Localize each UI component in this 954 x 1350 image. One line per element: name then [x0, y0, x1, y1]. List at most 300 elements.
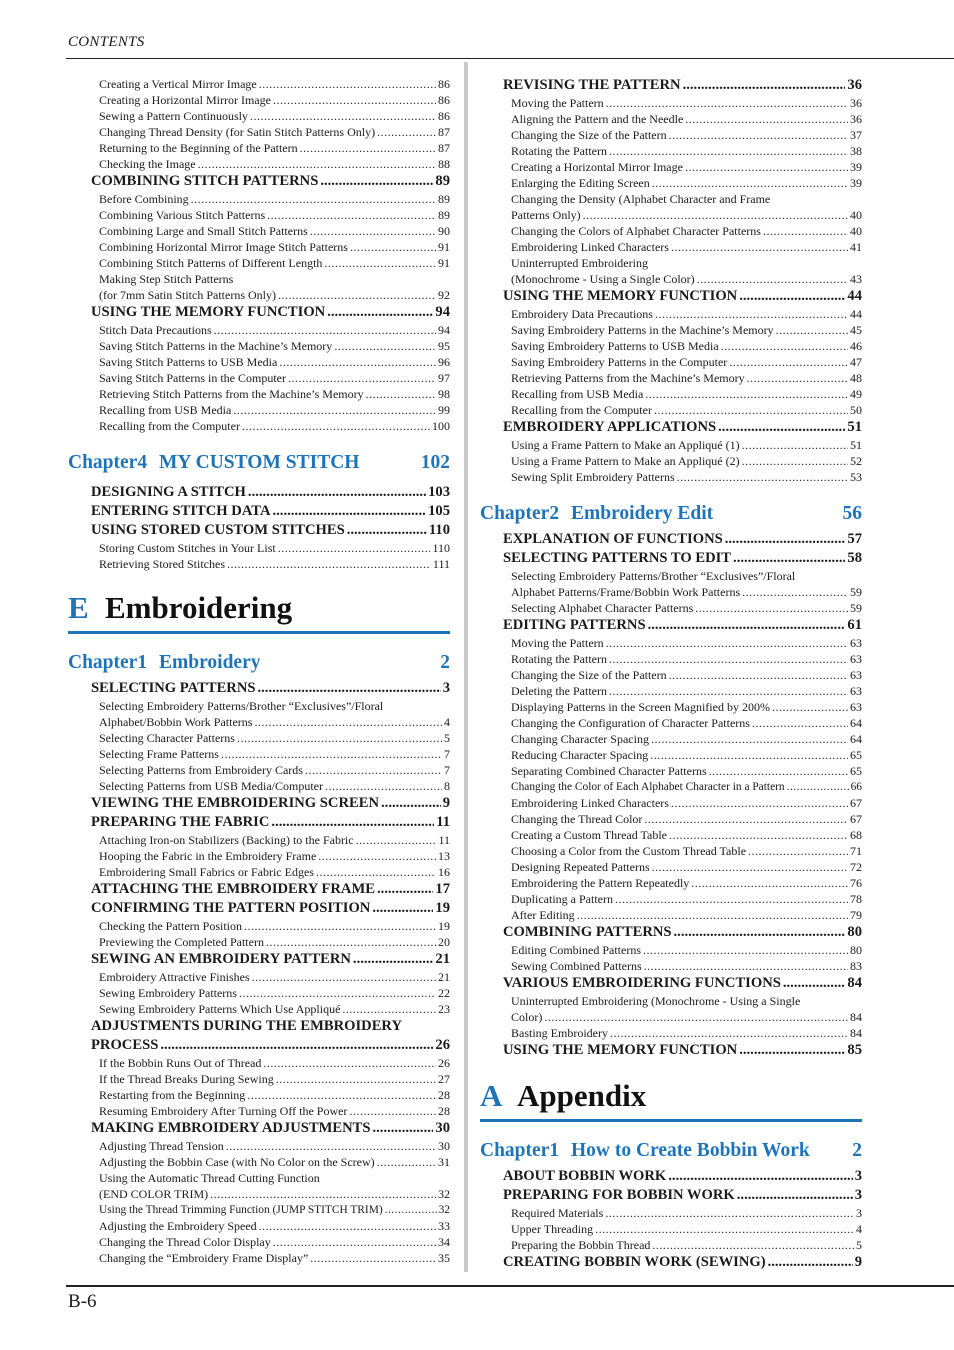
toc-section[interactable] — [68, 1036, 450, 1055]
dot-leader — [668, 1167, 852, 1186]
section-title: EDITING PATTERNS — [503, 617, 646, 633]
entry-title: Adjusting Thread Tension — [99, 1139, 224, 1153]
dot-leader — [718, 418, 845, 437]
dot-leader — [772, 699, 848, 715]
dot-leader — [318, 848, 436, 864]
toc-entry[interactable] — [68, 746, 450, 762]
toc-section[interactable] — [480, 76, 862, 95]
dot-leader — [652, 175, 848, 191]
entry-title: Aligning the Pattern and the Needle — [511, 112, 684, 126]
chapter-title: How to Create Bobbin Work — [571, 1140, 810, 1161]
toc-entry[interactable] — [68, 832, 450, 848]
toc-entry[interactable] — [480, 584, 862, 600]
section-title: CONFIRMING THE PATTERN POSITION — [91, 900, 371, 916]
section-title: ATTACHING THE EMBROIDERY FRAME — [91, 881, 375, 897]
entry-title: Sewing Embroidery Patterns Which Use Appliqué — [99, 1002, 341, 1016]
toc-section[interactable] — [480, 616, 862, 635]
dot-leader — [381, 794, 441, 813]
toc-entry[interactable] — [480, 779, 862, 795]
toc-section[interactable] — [68, 794, 450, 813]
spacer — [68, 475, 450, 483]
dot-leader — [606, 635, 848, 651]
dot-leader — [248, 483, 426, 502]
entry-page: 59 — [850, 601, 862, 615]
entry-page: 84 — [850, 1010, 862, 1024]
entry-page: 63 — [850, 700, 862, 714]
toc-entry-line[interactable]: Making Step Stitch Patterns — [99, 272, 234, 286]
toc-entry[interactable] — [68, 1154, 450, 1170]
chapter-title: MY CUSTOM STITCH — [159, 452, 360, 473]
dot-leader — [244, 918, 436, 934]
entry-title: Alphabet Patterns/Frame/Bobbin Work Patterns — [511, 585, 741, 599]
toc-section[interactable] — [68, 899, 450, 918]
dot-leader — [683, 76, 846, 95]
dot-leader — [742, 453, 848, 469]
section-page: 84 — [847, 975, 862, 991]
toc-entry[interactable] — [480, 306, 862, 322]
toc-entry-line[interactable]: Changing the Density (Alphabet Character and Frame — [511, 192, 771, 206]
entry-page: 91 — [438, 240, 450, 254]
dot-leader — [671, 795, 848, 811]
entry-page: 78 — [850, 892, 862, 906]
toc-entry[interactable] — [480, 239, 862, 255]
dot-leader — [320, 172, 433, 191]
section-title: PREPARING FOR BOBBIN WORK — [503, 1187, 735, 1203]
entry-page: 99 — [438, 403, 450, 417]
toc-section[interactable] — [480, 418, 862, 437]
dot-leader — [214, 322, 436, 338]
chapter-page: 56 — [842, 503, 862, 524]
dot-leader — [685, 111, 848, 127]
dot-leader — [237, 730, 442, 746]
toc-section[interactable] — [480, 974, 862, 993]
entry-title: Changing the Thread Color — [511, 812, 643, 826]
entry-title: Rotating the Pattern — [511, 652, 607, 666]
toc-section[interactable] — [68, 1119, 450, 1138]
toc-entry[interactable] — [68, 76, 450, 92]
spacer — [480, 1122, 862, 1139]
toc-entry[interactable] — [480, 1237, 862, 1253]
toc-entry[interactable] — [68, 762, 450, 778]
dot-leader — [279, 354, 436, 370]
toc-entry[interactable] — [480, 127, 862, 143]
toc-section[interactable] — [68, 880, 450, 899]
entry-title: (END COLOR TRIM) — [99, 1187, 209, 1201]
toc-entry[interactable] — [68, 985, 450, 1001]
part-letter: E — [68, 590, 89, 625]
toc-entry[interactable] — [480, 402, 862, 418]
toc-section[interactable] — [480, 1253, 862, 1272]
entry-page: 4 — [856, 1222, 862, 1236]
toc-entry[interactable] — [480, 437, 862, 453]
toc-entry[interactable] — [68, 714, 450, 730]
toc-section[interactable] — [480, 287, 862, 306]
entry-title: Adjusting the Bobbin Case (with No Color on the Screw) — [99, 1155, 375, 1169]
toc-entry[interactable] — [68, 1103, 450, 1119]
dot-leader — [610, 1025, 848, 1041]
toc-entry[interactable] — [68, 108, 450, 124]
toc-section[interactable] — [68, 172, 450, 191]
toc-entry[interactable] — [480, 859, 862, 875]
entry-page: 71 — [850, 844, 862, 858]
toc-entry[interactable] — [480, 338, 862, 354]
chapter-title: Embroidery Edit — [571, 503, 714, 524]
entry-title: Duplicating a Pattern — [511, 892, 613, 906]
toc-entry[interactable] — [68, 1234, 450, 1250]
toc-entry[interactable] — [68, 124, 450, 140]
dot-leader — [310, 1250, 436, 1266]
dot-leader — [739, 287, 845, 306]
toc-entry[interactable] — [480, 143, 862, 159]
entry-page: 64 — [850, 716, 862, 730]
entry-title: Selecting Frame Patterns — [99, 747, 219, 761]
toc-entry[interactable] — [68, 934, 450, 950]
toc-entry[interactable] — [480, 469, 862, 485]
toc-entry[interactable] — [68, 1087, 450, 1103]
toc-entry[interactable] — [68, 140, 450, 156]
toc-entry[interactable] — [480, 223, 862, 239]
entry-page: 65 — [850, 748, 862, 762]
section-page: 11 — [436, 814, 450, 830]
entry-page: 89 — [438, 192, 450, 206]
toc-entry[interactable] — [68, 418, 450, 434]
entry-page: 89 — [438, 208, 450, 222]
entry-title: Combining Various Stitch Patterns — [99, 208, 266, 222]
section-title: CREATING BOBBIN WORK (SEWING) — [503, 1254, 766, 1270]
dot-leader — [259, 76, 436, 92]
toc-entry[interactable] — [68, 969, 450, 985]
dot-leader — [644, 811, 848, 827]
toc-section[interactable] — [68, 813, 450, 832]
entry-title: Embroidery Data Precautions — [511, 307, 653, 321]
toc-entry[interactable] — [480, 159, 862, 175]
toc-section[interactable] — [480, 1186, 862, 1205]
entry-page: 26 — [438, 1056, 450, 1070]
entry-title: Retrieving Patterns from the Machine’s Memory — [511, 371, 745, 385]
dot-leader — [221, 746, 442, 762]
entry-page: 88 — [438, 157, 450, 171]
section-page: 110 — [428, 522, 450, 538]
section-page: 36 — [847, 77, 862, 93]
entry-page: 39 — [850, 160, 862, 174]
entry-title: Selecting Character Patterns — [99, 731, 235, 745]
dot-leader — [349, 1103, 436, 1119]
toc-entry[interactable] — [68, 1001, 450, 1017]
toc-entry[interactable] — [480, 95, 862, 111]
toc-entry[interactable] — [68, 156, 450, 172]
toc-entry[interactable] — [480, 907, 862, 923]
toc-entry[interactable] — [68, 730, 450, 746]
chapter-number: Chapter2 — [480, 503, 560, 524]
dot-leader — [733, 549, 845, 568]
toc-entry[interactable] — [68, 1071, 450, 1087]
section-page: 105 — [428, 503, 450, 519]
toc-entry[interactable] — [480, 207, 862, 223]
toc-section[interactable] — [480, 923, 862, 942]
section-page: 9 — [442, 795, 450, 811]
entry-title: Saving Stitch Patterns in the Computer — [99, 371, 286, 385]
toc-entry[interactable] — [480, 875, 862, 891]
toc-entry[interactable] — [480, 811, 862, 827]
toc-entry[interactable] — [68, 918, 450, 934]
entry-page: 84 — [850, 1026, 862, 1040]
toc-entry[interactable] — [480, 175, 862, 191]
dot-leader — [233, 402, 436, 418]
entry-page: 98 — [438, 387, 450, 401]
dot-leader — [372, 899, 433, 918]
entry-page: 4 — [444, 715, 450, 729]
toc-entry-line[interactable]: Uninterrupted Embroidering — [511, 256, 648, 270]
dot-leader — [606, 95, 848, 111]
section-page: 17 — [435, 881, 450, 897]
chapter-title: Embroidery — [159, 652, 261, 673]
toc-section[interactable] — [480, 1041, 862, 1060]
dot-leader — [316, 864, 436, 880]
entry-page: 92 — [438, 288, 450, 302]
entry-page: 66 — [850, 781, 862, 793]
toc-section[interactable] — [480, 530, 862, 549]
toc-entry[interactable] — [68, 239, 450, 255]
entry-title: Recalling from the Computer — [511, 403, 652, 417]
dot-leader — [609, 143, 848, 159]
section-title: EMBROIDERY APPLICATIONS — [503, 419, 717, 435]
dot-leader — [721, 338, 848, 354]
toc-entry-line[interactable]: Using the Automatic Thread Cutting Function — [99, 1171, 320, 1185]
entry-page: 86 — [438, 109, 450, 123]
dot-leader — [709, 763, 848, 779]
dot-leader — [697, 271, 848, 287]
dot-leader — [729, 354, 848, 370]
section-title: EXPLANATION OF FUNCTIONS — [503, 531, 723, 547]
toc-entry[interactable] — [68, 191, 450, 207]
section-page: 103 — [428, 484, 450, 500]
toc-entry[interactable] — [480, 1221, 862, 1237]
entry-title: Recalling from USB Media — [511, 387, 644, 401]
entry-title: If the Thread Breaks During Sewing — [99, 1072, 274, 1086]
entry-page: 28 — [438, 1088, 450, 1102]
entry-title: Sewing Split Embroidery Patterns — [511, 470, 675, 484]
toc-entry[interactable] — [68, 1202, 450, 1218]
chapter-heading[interactable] — [480, 502, 862, 526]
dot-leader — [310, 223, 436, 239]
toc-entry[interactable] — [68, 354, 450, 370]
toc-section[interactable] — [68, 502, 450, 521]
toc-entry[interactable] — [68, 338, 450, 354]
dot-leader — [377, 880, 433, 899]
dot-leader — [377, 1154, 436, 1170]
toc-section[interactable] — [68, 521, 450, 540]
chapter-heading[interactable] — [68, 651, 450, 675]
toc-section[interactable] — [480, 549, 862, 568]
toc-entry[interactable] — [480, 763, 862, 779]
toc-entry[interactable] — [480, 651, 862, 667]
dot-leader — [210, 1186, 436, 1202]
dot-leader — [258, 679, 441, 698]
toc-entry[interactable] — [68, 540, 450, 556]
toc-entry[interactable] — [480, 731, 862, 747]
dot-leader — [650, 747, 848, 763]
part-title: Appendix — [517, 1078, 647, 1113]
toc-entry[interactable] — [480, 1205, 862, 1221]
toc-entry[interactable] — [480, 795, 862, 811]
toc-entry[interactable] — [480, 354, 862, 370]
dot-leader — [227, 556, 431, 572]
dot-leader — [226, 1138, 436, 1154]
entry-page: 36 — [850, 96, 862, 110]
chapter-page: 2 — [852, 1140, 862, 1161]
entry-page: 67 — [850, 796, 862, 810]
entry-page: 72 — [850, 860, 862, 874]
dot-leader — [669, 827, 848, 843]
toc-entry[interactable] — [480, 370, 862, 386]
toc-entry[interactable] — [68, 778, 450, 794]
entry-page: 28 — [438, 1104, 450, 1118]
section-page: 3 — [442, 680, 450, 696]
toc-entry[interactable] — [68, 848, 450, 864]
entry-title: Retrieving Stored Stitches — [99, 557, 225, 571]
part-letter: A — [480, 1078, 503, 1113]
entry-title: Recalling from USB Media — [99, 403, 232, 417]
toc-entry[interactable] — [68, 370, 450, 386]
chapter-heading[interactable] — [68, 451, 450, 475]
toc-entry[interactable] — [480, 600, 862, 616]
toc-entry[interactable] — [68, 1186, 450, 1202]
toc-entry[interactable] — [480, 111, 862, 127]
entry-title: Resuming Embroidery After Turning Off the Power — [99, 1104, 348, 1118]
section-title: SEWING AN EMBROIDERY PATTERN — [91, 951, 351, 967]
toc-entry[interactable] — [480, 322, 862, 338]
dot-leader — [544, 1009, 848, 1025]
toc-section[interactable] — [68, 303, 450, 322]
entry-page: 53 — [850, 470, 862, 484]
toc-entry[interactable] — [480, 386, 862, 402]
entry-title: Separating Combined Character Patterns — [511, 764, 707, 778]
toc-section[interactable] — [68, 950, 450, 969]
toc-entry[interactable] — [480, 635, 862, 651]
toc-section[interactable] — [480, 1167, 862, 1186]
entry-page: 63 — [850, 684, 862, 698]
entry-title: If the Bobbin Runs Out of Thread — [99, 1056, 262, 1070]
toc-entry[interactable] — [68, 322, 450, 338]
toc-entry[interactable] — [68, 1055, 450, 1071]
dot-leader — [671, 239, 848, 255]
dot-leader — [752, 715, 848, 731]
entry-title: Embroidering Linked Characters — [511, 240, 669, 254]
toc-entry[interactable] — [68, 402, 450, 418]
dot-leader — [595, 1221, 854, 1237]
toc-entry[interactable] — [68, 207, 450, 223]
chapter-page: 2 — [440, 652, 450, 673]
toc-entry[interactable] — [480, 453, 862, 469]
entry-page: 64 — [850, 732, 862, 746]
entry-page: 90 — [438, 224, 450, 238]
entry-page: 47 — [850, 355, 862, 369]
toc-entry[interactable] — [480, 827, 862, 843]
chapter-number: Chapter4 — [68, 452, 148, 473]
entry-page: 87 — [438, 125, 450, 139]
toc-entry[interactable] — [480, 683, 862, 699]
dot-leader — [685, 159, 848, 175]
toc-entry[interactable] — [480, 271, 862, 287]
entry-title: Changing the Size of the Pattern — [511, 668, 667, 682]
section-page: 94 — [435, 304, 450, 320]
dot-leader — [273, 502, 427, 521]
entry-title: Creating a Horizontal Mirror Image — [511, 160, 683, 174]
toc-entry[interactable] — [68, 1138, 450, 1154]
entry-title: Attaching Iron-on Stabilizers (Backing) to the Fabric — [99, 833, 354, 847]
toc-entry[interactable] — [68, 386, 450, 402]
section-page: 57 — [847, 531, 862, 547]
dot-leader — [342, 1001, 436, 1017]
dot-leader — [776, 322, 848, 338]
dot-leader — [385, 1202, 437, 1218]
dot-leader — [278, 540, 431, 556]
entry-title: Embroidering the Pattern Repeatedly — [511, 876, 690, 890]
toc-entry[interactable] — [480, 715, 862, 731]
toc-section[interactable] — [68, 483, 450, 502]
toc-entry-line[interactable]: Selecting Embroidery Patterns/Brother “Exclusives”/Floral — [99, 699, 384, 713]
dot-leader — [655, 306, 848, 322]
entry-title: Reducing Character Spacing — [511, 748, 649, 762]
toc-entry[interactable] — [68, 223, 450, 239]
entry-title: Changing the Colors of Alphabet Character Patterns — [511, 224, 761, 238]
dot-leader — [160, 1036, 433, 1055]
spacer — [68, 634, 450, 651]
toc-entry-line[interactable]: Uninterrupted Embroidering (Monochrome - Using a Single — [511, 994, 801, 1008]
toc-entry[interactable] — [68, 92, 450, 108]
entry-title: Deleting the Pattern — [511, 684, 607, 698]
toc-entry[interactable] — [480, 699, 862, 715]
section-page: 80 — [847, 924, 862, 940]
section-title: PROCESS — [91, 1037, 159, 1053]
toc-entry[interactable] — [68, 255, 450, 271]
entry-page: 23 — [438, 1002, 450, 1016]
section-title: PREPARING THE FABRIC — [91, 814, 270, 830]
toc-entry[interactable] — [68, 287, 450, 303]
toc-entry[interactable] — [68, 1218, 450, 1234]
entry-title: Combining Horizontal Mirror Image Stitch Patterns — [99, 240, 348, 254]
entry-title: Recalling from the Computer — [99, 419, 240, 433]
toc-entry[interactable] — [68, 1250, 450, 1266]
dot-leader — [273, 1234, 436, 1250]
toc-entry[interactable] — [480, 747, 862, 763]
entry-page: 94 — [438, 323, 450, 337]
entry-title: Before Combining — [99, 192, 189, 206]
toc-entry[interactable] — [480, 1025, 862, 1041]
entry-title: Hooping the Fabric in the Embroidery Frame — [99, 849, 317, 863]
toc-entry[interactable] — [68, 864, 450, 880]
entry-title: Saving Embroidery Patterns in the Machine’s Memory — [511, 323, 774, 337]
toc-entry[interactable] — [480, 843, 862, 859]
toc-entry[interactable] — [480, 1009, 862, 1025]
entry-title: Sewing Embroidery Patterns — [99, 986, 237, 1000]
chapter-heading[interactable] — [480, 1139, 862, 1163]
toc-entry[interactable] — [480, 958, 862, 974]
toc-entry[interactable] — [480, 942, 862, 958]
dot-leader — [669, 667, 848, 683]
toc-right-column — [480, 76, 862, 1272]
toc-entry[interactable] — [480, 891, 862, 907]
toc-entry[interactable] — [480, 667, 862, 683]
toc-entry-line[interactable]: Selecting Embroidery Patterns/Brother “Exclusives”/Floral — [511, 569, 796, 583]
section-title: SELECTING PATTERNS TO EDIT — [503, 550, 732, 566]
entry-page: 95 — [438, 339, 450, 353]
toc-section[interactable] — [68, 679, 450, 698]
toc-section-line[interactable]: ADJUSTMENTS DURING THE EMBROIDERY — [91, 1018, 403, 1034]
spacer — [480, 485, 862, 502]
toc-entry[interactable] — [68, 556, 450, 572]
entry-page: 32 — [438, 1204, 450, 1216]
